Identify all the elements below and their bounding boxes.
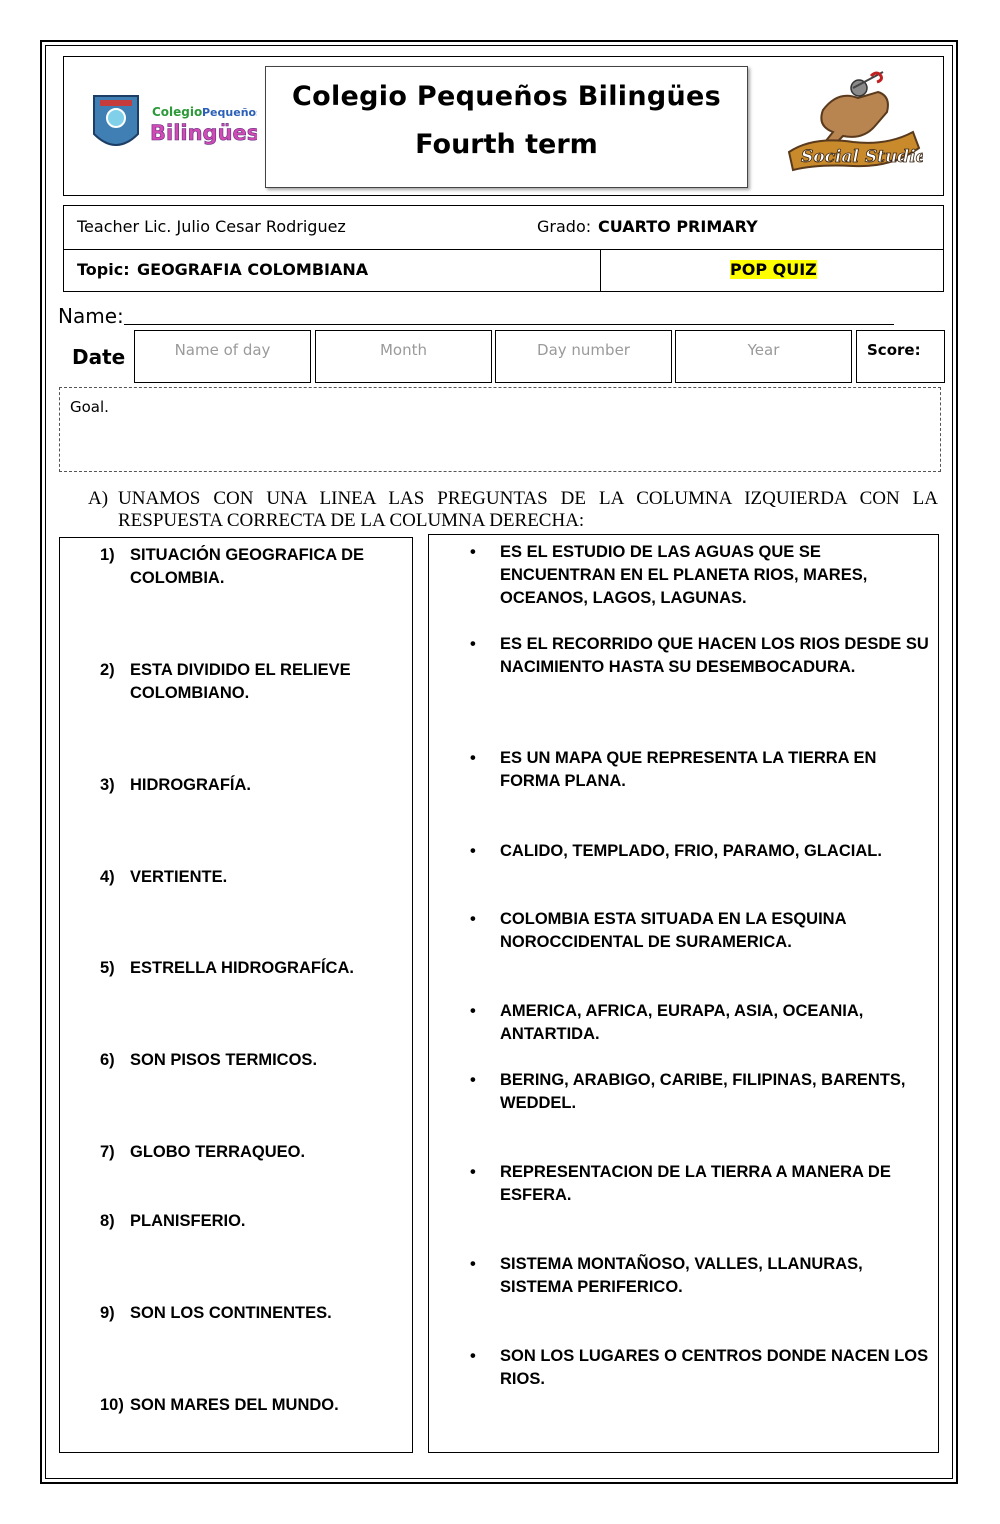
question-text: SITUACIÓN GEOGRAFICA DE COLOMBIA.: [130, 546, 365, 587]
bullet-icon: •: [470, 635, 476, 653]
svg-text:Bilingües: Bilingües: [150, 121, 257, 145]
question-text: VERTIENTE.: [130, 868, 228, 886]
bullet-icon: •: [470, 1071, 476, 1089]
date-day-number-field[interactable]: Day number: [495, 330, 672, 383]
question-text: SON PISOS TERMICOS.: [130, 1051, 318, 1069]
date-month-field[interactable]: Month: [315, 330, 492, 383]
school-shield-icon: [92, 94, 257, 156]
answer-text: REPRESENTACION DE LA TIERRA A MANERA DE ESFERA.: [500, 1163, 891, 1204]
name-underline: [124, 324, 894, 325]
question-number: 6): [100, 1051, 115, 1069]
topic-divider: [600, 250, 601, 291]
svg-text:Social Studies: Social Studies: [801, 147, 923, 167]
question-number: 8): [100, 1212, 115, 1230]
bullet-icon: •: [470, 1002, 476, 1020]
goal-box[interactable]: [59, 387, 941, 472]
school-logo: [92, 94, 257, 156]
question-text: ESTA DIVIDIDO EL RELIEVE COLOMBIANO.: [130, 661, 351, 702]
term-title: Fourth term: [415, 129, 598, 160]
answer-text: COLOMBIA ESTA SITUADA EN LA ESQUINA NOROCCIDENTAL DE SURAMERICA.: [500, 910, 846, 951]
answer-text: AMERICA, AFRICA, EURAPA, ASIA, OCEANIA, ANTARTIDA.: [500, 1002, 864, 1043]
topic-label: Topic:: [77, 260, 130, 279]
question-number: 3): [100, 776, 115, 794]
question-text: PLANISFERIO.: [130, 1212, 246, 1230]
score-label: Score:: [867, 341, 921, 359]
question-number: 10): [100, 1396, 124, 1414]
question-number: 7): [100, 1143, 115, 1161]
answer-text: CALIDO, TEMPLADO, FRIO, PARAMO, GLACIAL.: [500, 842, 882, 860]
social-studies-logo: [783, 70, 923, 180]
bullet-icon: •: [470, 1347, 476, 1365]
svg-text:Colegio: Colegio: [152, 105, 203, 119]
question-number: 9): [100, 1304, 115, 1322]
bullet-icon: •: [470, 1163, 476, 1181]
teacher-name: Teacher Lic. Julio Cesar Rodriguez: [77, 217, 346, 236]
pop-quiz-label: POP QUIZ: [730, 260, 817, 279]
knight-on-horse-icon: [783, 70, 923, 180]
question-text: SON MARES DEL MUNDO.: [130, 1396, 339, 1414]
answer-text: SON LOS LUGARES O CENTROS DONDE NACEN LOS RIOS.: [500, 1347, 929, 1388]
title-box: [265, 66, 748, 188]
answer-text: BERING, ARABIGO, CARIBE, FILIPINAS, BARENTS, WEDDEL.: [500, 1071, 906, 1112]
bullet-icon: •: [470, 910, 476, 928]
answer-text: SISTEMA MONTAÑOSO, VALLES, LLANURAS, SISTEMA PERIFERICO.: [500, 1255, 863, 1296]
date-year-field[interactable]: Year: [675, 330, 852, 383]
bullet-icon: •: [470, 749, 476, 767]
name-label: Name:: [58, 304, 124, 328]
bullet-icon: •: [470, 842, 476, 860]
topic-row: [63, 250, 944, 292]
instruction-text: UNAMOS CON UNA LINEA LAS PREGUNTAS DE LA COLUMNA IZQUIERDA CON LA RESPUESTA CORRECTA DE LA COLUMNA DERECHA:: [118, 488, 938, 531]
question-number: 4): [100, 868, 115, 886]
grade-value: CUARTO PRIMARY: [598, 217, 758, 236]
question-text: SON LOS CONTINENTES.: [130, 1304, 332, 1322]
goal-label: Goal.: [70, 398, 109, 416]
answer-text: ES UN MAPA QUE REPRESENTA LA TIERRA EN FORMA PLANA.: [500, 749, 877, 790]
school-name: Colegio Pequeños Bilingües: [292, 81, 721, 112]
question-text: GLOBO TERRAQUEO.: [130, 1143, 306, 1161]
svg-text:Pequeños: Pequeños: [202, 106, 257, 119]
question-text: HIDROGRAFÍA.: [130, 776, 251, 794]
instruction-label: A): [88, 488, 109, 509]
answer-text: ES EL ESTUDIO DE LAS AGUAS QUE SE ENCUENTRAN EN EL PLANETA RIOS, MARES, OCEANOS, LAGOS, LAGUNAS.: [500, 543, 868, 607]
question-number: 5): [100, 959, 115, 977]
teacher-grade-row: [63, 205, 944, 250]
question-text: ESTRELLA HIDROGRAFÍCA.: [130, 959, 354, 977]
question-number: 1): [100, 546, 115, 564]
score-field[interactable]: [856, 330, 945, 383]
grade-label: Grado:: [537, 217, 592, 236]
bullet-icon: •: [470, 1255, 476, 1273]
bullet-icon: •: [470, 543, 476, 561]
date-label: Date: [72, 345, 126, 369]
date-day-name-field[interactable]: Name of day: [134, 330, 311, 383]
topic-value: GEOGRAFIA COLOMBIANA: [137, 260, 369, 279]
question-number: 2): [100, 661, 115, 679]
answer-text: ES EL RECORRIDO QUE HACEN LOS RIOS DESDE SU NACIMIENTO HASTA SU DESEMBOCADURA.: [500, 635, 929, 676]
name-field[interactable]: [58, 304, 898, 328]
